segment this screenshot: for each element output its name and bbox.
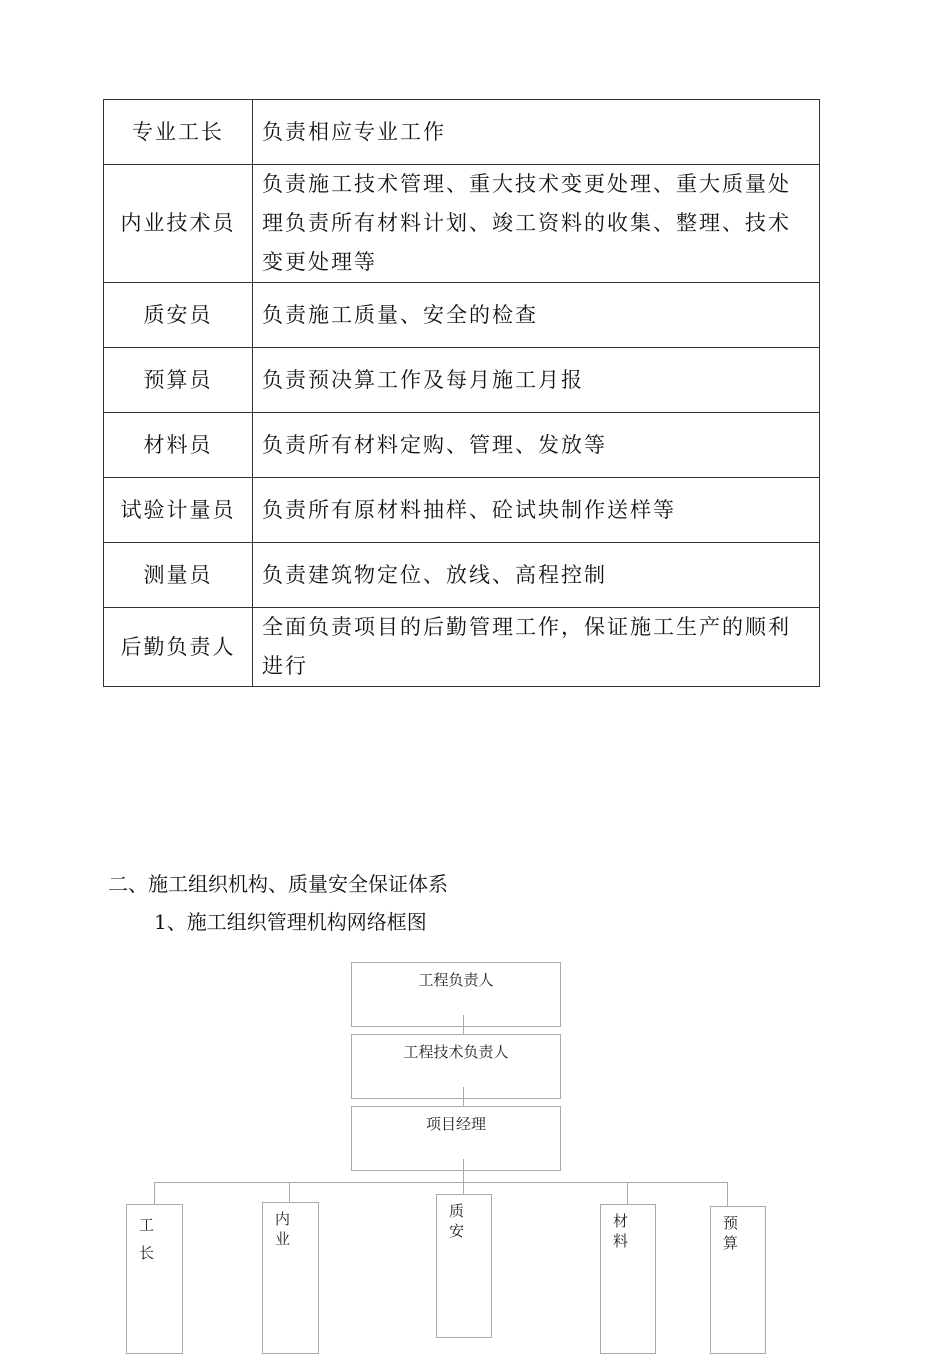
- section-heading: 二、施工组织机构、质量安全保证体系: [108, 872, 448, 896]
- table-row: [104, 413, 820, 478]
- role-cell: 预算员: [104, 348, 253, 413]
- role-cell: 材料员: [104, 413, 253, 478]
- org-box-label: 预算: [723, 1214, 739, 1252]
- role-cell: 专业工长: [104, 100, 253, 165]
- org-box-project-manager: [351, 1106, 561, 1171]
- table-row: [104, 165, 820, 283]
- org-box-foreman: [126, 1204, 183, 1354]
- org-box-label: 材料: [613, 1212, 629, 1250]
- duty-cell: 负责所有原材料抽样、砼试块制作送样等: [253, 478, 820, 543]
- duty-cell: 负责建筑物定位、放线、高程控制: [253, 543, 820, 608]
- org-box-label: 工程技术负责人: [403, 1043, 509, 1061]
- table-row: [104, 283, 820, 348]
- connector-line: [154, 1182, 155, 1204]
- role-cell: 测量员: [104, 543, 253, 608]
- duty-cell: 负责相应专业工作: [253, 100, 820, 165]
- table-row: [104, 100, 820, 165]
- org-box-budget: [710, 1206, 766, 1354]
- table-row: [104, 543, 820, 608]
- org-box-project-head: [351, 962, 561, 1027]
- org-box-label: 工程负责人: [418, 971, 494, 989]
- connector-line: [727, 1182, 728, 1206]
- org-box-office: [262, 1202, 319, 1354]
- role-cell: 后勤负责人: [104, 608, 253, 687]
- org-box-materials: [600, 1204, 656, 1354]
- duty-cell: 负责施工质量、安全的检查: [253, 283, 820, 348]
- duty-table: [103, 99, 820, 687]
- role-cell: 质安员: [104, 283, 253, 348]
- org-box-label: 工长: [139, 1216, 155, 1262]
- connector-line: [463, 1182, 464, 1194]
- table-row: [104, 348, 820, 413]
- connector-line: [289, 1182, 290, 1202]
- org-box-quality-safety: [436, 1194, 492, 1338]
- table-row: [104, 478, 820, 543]
- sub-heading: 1、施工组织管理机构网络框图: [154, 910, 427, 934]
- duty-cell: 负责所有材料定购、管理、发放等: [253, 413, 820, 478]
- duty-cell: 负责预决算工作及每月施工月报: [253, 348, 820, 413]
- org-box-label: 内业: [275, 1210, 291, 1248]
- connector-line: [154, 1182, 728, 1183]
- org-box-tech-head: [351, 1034, 561, 1099]
- table-row: [104, 608, 820, 687]
- duty-cell: 负责施工技术管理、重大技术变更处理、重大质量处理负责所有材料计划、竣工资料的收集、整理、技术变更处理等: [253, 165, 820, 283]
- org-box-label: 质安: [449, 1202, 465, 1240]
- connector-line: [627, 1182, 628, 1204]
- role-cell: 试验计量员: [104, 478, 253, 543]
- duty-cell: 全面负责项目的后勤管理工作，保证施工生产的顺利进行: [253, 608, 820, 687]
- org-box-label: 项目经理: [425, 1115, 486, 1133]
- role-cell: 内业技术员: [104, 165, 253, 283]
